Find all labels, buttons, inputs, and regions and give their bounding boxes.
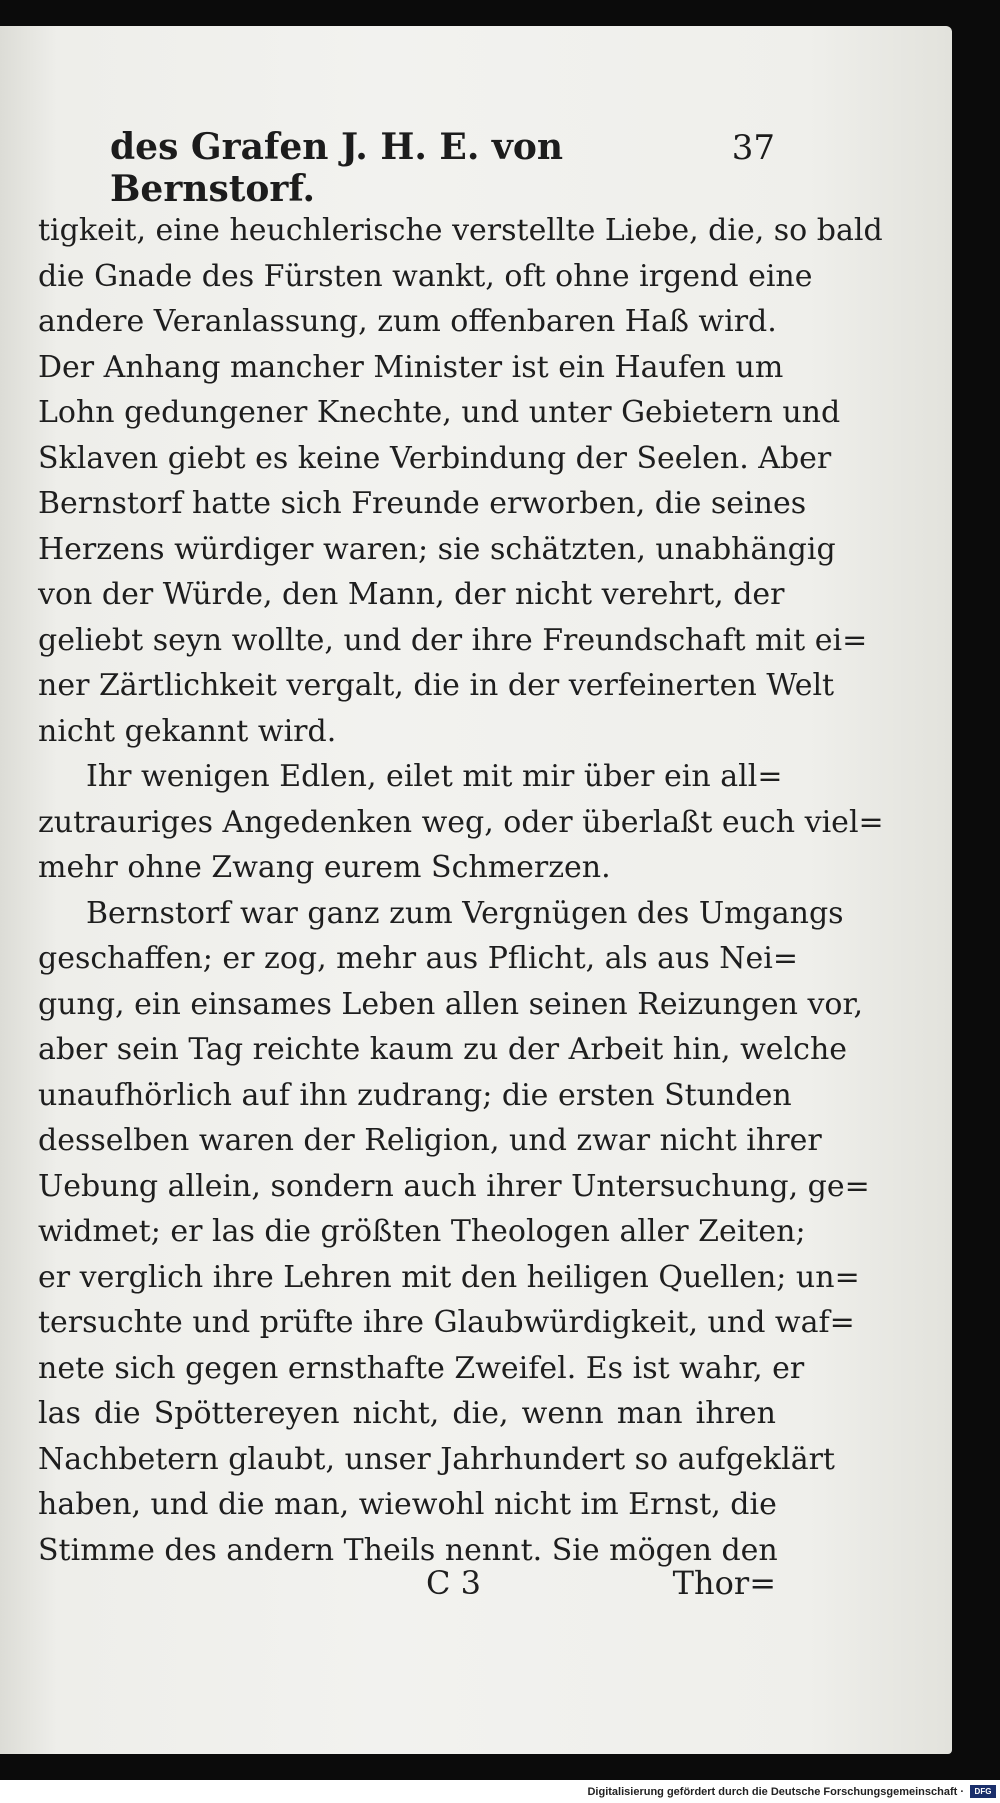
text-line: die Gnade des Fürsten wankt, oft ohne irgend eine <box>38 258 813 294</box>
text-line: Stimme des andern Theils nennt. Sie mögen den <box>38 1532 778 1568</box>
text-line: Ihr wenigen Edlen, eilet mit mir über ein all= <box>86 759 783 794</box>
text-line: Uebung allein, sondern auch ihrer Untersuchung, ge= <box>38 1168 870 1204</box>
running-title: des Grafen J. H. E. von Bernstorf. <box>110 126 564 210</box>
text-line: ner Zärtlichkeit vergalt, die in der verfeinerten Welt <box>38 668 835 703</box>
text-line: desselben waren der Religion, und zwar nicht ihrer <box>38 1123 822 1158</box>
text-line: geliebt seyn wollte, und der ihre Freundschaft mit ei= <box>38 622 868 658</box>
text-line: Lohn gedungener Knechte, und unter Gebietern und <box>38 395 841 430</box>
text-line: von der Würde, den Mann, der nicht verehrt, der <box>38 577 785 612</box>
text-line: unaufhörlich auf ihn zudrang; die ersten Stunden <box>38 1077 792 1113</box>
page-number: 37 <box>731 128 775 168</box>
text-line: las die Spöttereyen nicht, die, wenn man ihren <box>38 1396 776 1431</box>
catchword: Thor= <box>672 1564 776 1602</box>
digitization-credit-bar <box>0 1780 1000 1803</box>
text-line: nete sich gegen ernsthafte Zweifel. Es ist wahr, er <box>38 1350 805 1386</box>
signature-mark: C 3 <box>426 1564 482 1602</box>
text-line: Sklaven giebt es keine Verbindung der Seelen. Aber <box>38 440 832 476</box>
text-line: er verglich ihre Lehren mit den heiligen Quellen; un= <box>38 1259 860 1295</box>
text-line: zutrauriges Angedenken weg, oder überlaßt euch viel= <box>38 804 884 840</box>
credit-text: Digitalisierung gefördert durch die Deutsche Forschungsgemeinschaft · <box>587 1785 964 1798</box>
text-line: Bernstorf war ganz zum Vergnügen des Umgangs <box>86 895 844 931</box>
page-footer <box>38 1564 776 1614</box>
text-line: geschaffen; er zog, mehr aus Pflicht, als aus Nei= <box>38 941 799 976</box>
text-line: Der Anhang mancher Minister ist ein Haufen um <box>38 349 784 385</box>
text-line: Herzens würdiger waren; sie schätzten, unabhängig <box>38 531 836 567</box>
page-header <box>110 126 775 210</box>
book-page <box>0 26 952 1754</box>
text-line: tigkeit, eine heuchlerische verstellte Liebe, die, so bald <box>38 213 883 248</box>
dfg-logo-icon: DFG <box>970 1785 996 1798</box>
text-line: tersuchte und prüfte ihre Glaubwürdigkeit, und waf= <box>38 1305 855 1340</box>
text-line: aber sein Tag reichte kaum zu der Arbeit hin, welche <box>38 1032 848 1067</box>
text-line: Bernstorf hatte sich Freunde erworben, die seines <box>38 486 807 521</box>
text-line: nicht gekannt wird. <box>38 713 337 749</box>
text-line: haben, und die man, wiewohl nicht im Ernst, die <box>38 1487 777 1522</box>
text-line: Nachbetern glaubt, unser Jahrhundert so aufgeklärt <box>38 1441 835 1477</box>
text-line: gung, ein einsames Leben allen seinen Reizungen vor, <box>38 986 864 1022</box>
body-text <box>38 208 884 1573</box>
text-line: andere Veranlassung, zum offenbaren Haß wird. <box>38 304 777 339</box>
text-line: mehr ohne Zwang eurem Schmerzen. <box>38 850 611 885</box>
text-line: widmet; er las die größten Theologen aller Zeiten; <box>38 1214 806 1249</box>
